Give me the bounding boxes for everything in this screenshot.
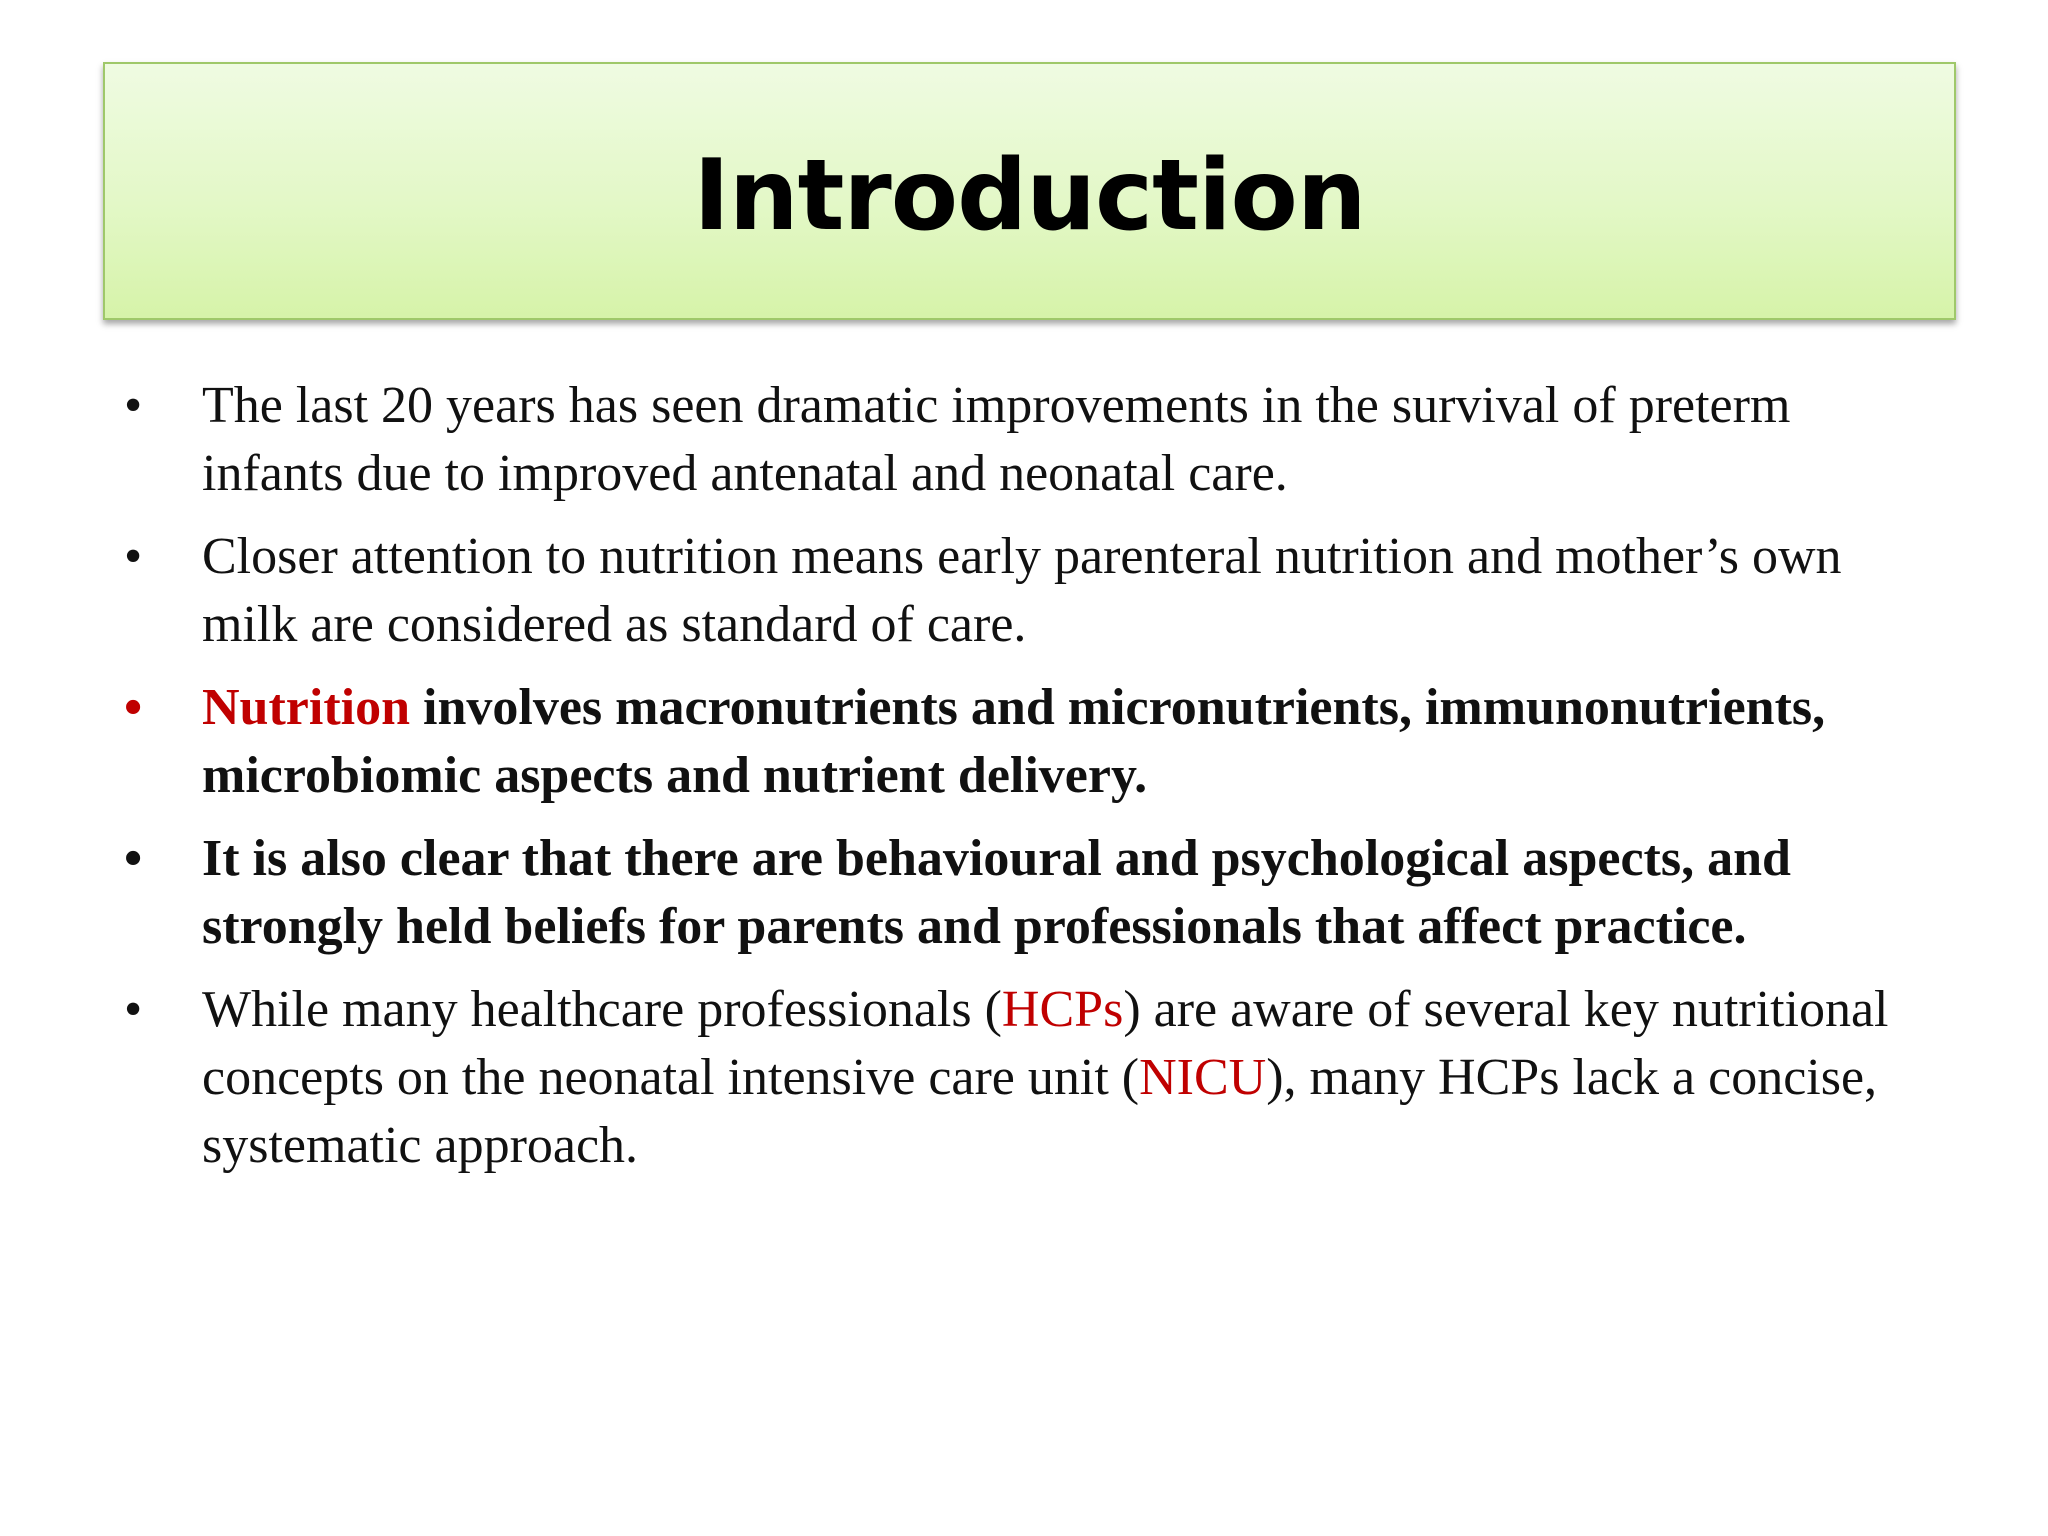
bullet-text: Closer attention to nutrition means early parenteral nutrition and mother’s own milk are considered as standard of care. xyxy=(202,528,1842,653)
bullet-dot-icon: • xyxy=(124,981,143,1038)
bullet-text: It is also clear that there are behavioural and psychological aspects, and strongly held beliefs for parents and professionals that affect practice. xyxy=(202,830,1791,955)
bullet-dot-icon: • xyxy=(124,377,143,434)
bullet-text: While many healthcare professionals ( xyxy=(202,981,1002,1038)
bullet-dot-icon: • xyxy=(124,528,143,585)
title-box xyxy=(103,62,1956,320)
bullet-item xyxy=(120,674,1920,810)
bullet-text: ) are aware of several key nutritional concepts on the neonatal intensive care unit ( xyxy=(202,981,1889,1106)
slide-title: Introduction xyxy=(693,139,1366,253)
bullet-item xyxy=(120,523,1920,659)
bullet-item xyxy=(120,976,1920,1180)
abbreviation-nicu: NICU xyxy=(1139,1049,1267,1106)
highlight-term: Nutrition xyxy=(202,679,410,736)
bullet-item xyxy=(120,825,1920,961)
bullet-dot-icon: • xyxy=(124,679,143,736)
bullet-item xyxy=(120,372,1920,508)
bullet-text: involves macronutrients and micronutrients, immunonutrients, microbiomic aspects and nutrient delivery. xyxy=(202,679,1826,804)
bullet-text: ), many HCPs lack a concise, systematic approach. xyxy=(202,1049,1878,1174)
bullet-list xyxy=(120,372,1920,1195)
bullet-text: The last 20 years has seen dramatic improvements in the survival of preterm infants due to improved antenatal and neonatal care. xyxy=(202,377,1791,502)
abbreviation-hcps: HCPs xyxy=(1001,981,1124,1038)
bullet-dot-icon: • xyxy=(124,830,143,887)
